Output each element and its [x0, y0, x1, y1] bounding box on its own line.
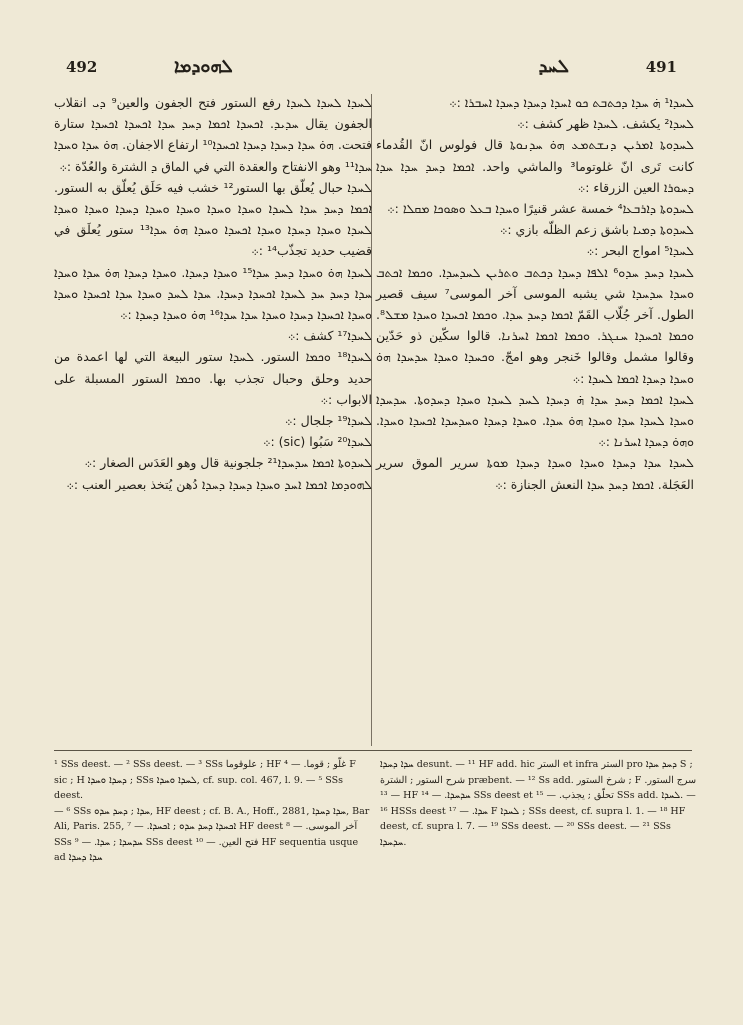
- entry: ܠܚܕܐ⁵ امواج البحر :܀: [586, 243, 694, 259]
- entry: ܠܚܕܐ¹⁷ كشف :܀: [287, 328, 372, 344]
- entry: ܠܗܘܕܡܐ ܐܟܡܐ ܐܚܕ ܘܚܕܐ ܕܚܕܐ ܕܚܕܐ دُهن يُتخذ بعصير العنب :܀: [66, 476, 372, 492]
- entry: ܠܚܕܐ ܐܟܡܐ ܕܚܕ ܚܕܐ ܗ̇ ܕܚܕܐ ܠܚܕ ܠܚܕܐ ܘܚܕܐ ܕܚܕܘܬܐ. ܚܕܚܕܐ ܘܚܕܐ ܠܚܕܐ ܚܕܐ ܘܚܕܐ ܗܘ̇ ܚܕܐ. ܘܚܕܐ ܕܚܕܐ ܘܚܕܚܕܐ ܐܟܚܕܐ ܘܚܕܐ. ܘܗܘ̇ ܕܚܕܐ ܐܚܪܢܐ :܀: [376, 391, 694, 450]
- entry: ܠܚܕܐ² يكشف. ܠܚܕܐ ظهر كشف :܀: [517, 116, 694, 132]
- entry: ܠܚܕܐ ܠܚܕܐ ܠܚܕܐ رفع الستور فتح الجفون والعين⁹ ܕܝ انقلاب الجفون يقال ܚܕܝܕ. ܐܟܚܕܐ ܐܟܡܐ ܕܚܕ ܚܕܐ ܐܟܚܕܐ ܐܟܚܕܐ ستارة فتحت. ܗܘ̇ ܚܕܐ ܕܚܕܐ ܕܚܕܐ ܐܟܚܕܐ¹⁰ ارتفاع الاجفان. ܗܘ̇ ܚܕܐ ܘܚܕܐ ܚܕܐ¹¹ وهو الانفتاح والعقدة التي في الماق ܕ الشترة والعُدّة :܀: [54, 95, 372, 174]
- entry: ܠܚܕܐ حبال يُعلّق بها الستور¹² خشب فيه حَلَق يُعلّق به الستور. ܐܟܡܐ ܕܚܕ ܚܕܐ ܠܚܕܐ ܘܚܕܐ ܘܚܕܐ ܘܚܕܐ ܘܚܕܐ ܕܚܕܐ ܘܚܕܐ ܘܚܕܐ ܠܚܕܐ ܘܚܕܐ ܕܚܕܐ ܘܚܕܐ ܐܟܚܕܐ ܘܚܕܐ ܗܘ̇ ܚܕܐ¹³ ستور يُعلَق في قضيب حديد تجذّب¹⁴ :܀: [54, 179, 372, 259]
- footnotes-left: [54, 757, 372, 867]
- entry: ܠܚܕܐ¹ ܗ̇ ܚܕܐ ܕܟܬܒܬ ܟܘ ܐܚܕܐ ܕܚܕܐ ܕܚܕܐ ܐܚܒܪܐ :܀: [449, 95, 694, 110]
- left-page-number: 492: [66, 58, 98, 76]
- right-running-head: ܠܚܕ: [538, 56, 569, 77]
- footnote-rule: [54, 750, 692, 751]
- footnotes-right: [380, 757, 698, 867]
- entry: ܠܚܕܐ¹⁸ ܘܟܡܐ الستور. ܠܚܕܐ ستور البيعة التي لها اعمدة من حديد وحلق وحبال تجذب بها. ܘܟܡܐ الستور المسبلة على الابواب :܀: [54, 349, 372, 407]
- entry: ܠܚܕܐ ܕܚܕ ܚܕܘ⁶ ܐܠܦܐ ܕܚܕܐ ܕܟܬܒ ܘܬܪܝܢ ܠܚܕܚܕܐ. ܘܟܡܐ ܐܟܬܒ ܘܚܕܐ ܚܕܚܕܐ شي يشبه الموسى آخر الموسى⁷ سيف قصير الطول. آخر جُلّاب القَمّ ܐܟܡܐ ܕܚܕ ܚܕܐ. ܘܟܡܐ ܐܟܚܕܐ ܘܚܕܐ ܡܫܠ⁸. ܘܟܡܐ ܐܟܚܕܐ ܚܢܓܪ. ܘܟܡܐ ܐܟܡܐ ܐܚܪܢܐ. قالوا سكّين ذو حَدّين وقالوا مشمل وقالوا خَنجر وهو امجّ. ܘܟܚܕܐ ܘܚܕܐ ܚܕܚܕܐ ܗܘ̇ ܘܚܕܐ ܕܚܕܐ ܐܟܡܐ ܠܚܕܐ :܀: [376, 264, 694, 386]
- left-column: [54, 92, 372, 742]
- footnote: — ⁶ SSs ܚܕܐ ; ܕܚܕ ܚܕܘ, HF deest ; cf. B. A., Hoff., 2881, ܚܕܐ ܕܚܕܐ, Bar Ali, Paris. 255, ܐܟܚܕܐ ܕܚܕ ܚܕܘ ; ܐܟܚܕܐ. — ⁷ HF deest آخر الموسى. — ⁸ SSs ܚܕܚܕܐ ; ܚܕܐ. — ⁹ SSs deest فتح العين. — ¹⁰ HF sequentia usque ad ܚܕܐ ܕܚܕܐ: [54, 805, 370, 863]
- footnote: ¹⁶ HSSs deest ܚܕܐ. — ¹⁷ F ܠܚܕܐ ; SSs deest, cf. supra l. 1. — ¹⁸ HF deest, cf. supra l. 7. — ¹⁹ SSs deest. — ²⁰ SSs deest. — ²¹ SSs ܚܕܚܕܐ.: [380, 805, 686, 848]
- right-page-number: 491: [645, 58, 677, 76]
- left-running-head: ܠܗܘܕܡܐ: [174, 56, 233, 77]
- footnote: ¹ SSs deest. — ² SSs deest. — ³ SSs علوقوما ; HF غلّو ; قوما. — ⁴ F sic ; H ܕܚܕܐ ܘܚܕܐ ; SSs ܠܚܕܐ ܘܚܕܐ, cf. sup. col. 467, l. 9. — ⁵ SSs deest.: [54, 759, 356, 801]
- entry: ܠܚܕܘܬܐ ܐܟܡܐ ܚܕܚܕܐ²¹ جلجونية قال وهو العَدَس الصغار :܀: [84, 455, 372, 471]
- right-column: [376, 92, 694, 742]
- entry: ܠܚܕܐ ܗܘ̇ ܘܚܕܐ ܕܚܕ ܚܕܐ¹⁵ ܘܚܕܐ ܕܚܕܐ. ܘܚܕܐ ܕܚܕܐ ܗܘ̇ ܚܕܐ ܘܚܕܐ ܚܕܐ ܕܚܕ ܚܕ ܠܚܕܐ ܐܟܚܕܐ ܕܚܕܐ. ܚܕܐ ܠܚܕ ܘܚܕܐ ܚܕܐ ܐܟܚܕܐ ܘܚܕܐ ܘܚܕܐ ܐܟܚܕܐ ܕܚܕܐ ܘܚܕܐ ܚܕܐ ܚܕܐ¹⁶ ܗܘ̇ ܘܚܕܐ ܕܚܕܐ :܀: [54, 264, 372, 323]
- entry: ܠܚܕܘܬܐ ܐܡܪܝܢ ܕܢܫܬܡܥ ܗܘ̇ ܚܕܢܘܬܐ قال فولوس انّ القُدماء كانت تَرى انّ غلوتوما³ والماشي واحد. ܐܟܡܐ ܕܚܕ ܚܕܐ ܚܕܐ ܕܚܘܪܐ العين الزرقاء :܀: [376, 137, 694, 195]
- entry: ܠܚܕܘܬܐ ܕܡܝܐ باشق زعم الظلّه بازي :܀: [499, 222, 694, 238]
- footnote: ܚܕܐ ܕܚܕܐ desunt. — ¹¹ HF add. hic الستر et infra الستر pro ܕܚܕ ܚܕܐ S ; شرح الستور ; الشترة præbent. — ¹² Ss add. شرخ الستور ; F سرج الستور. — ¹³ HF ܚܕܚܕܐ. — ¹⁴ SSs deest et تحلّق ; يجذب. — ¹⁵ SSs add. ܠܚܕܐ. —: [380, 759, 697, 801]
- page-header: [64, 56, 679, 84]
- entry: ܠܚܕܐ²⁰ سَبُوا (sic) :܀: [262, 434, 372, 450]
- entry: ܠܚܕܐ¹⁹ جلجال :܀: [284, 413, 372, 429]
- entry: ܠܚܕܐ ܚܕܐ ܕܚܕܐ ܘܚܕܐ ܘܚܕܐ ܕܚܕܐ ܡܘܬܐ سرير الموق سرير العَجَلة. ܐܟܡܐ ܕܚܕ ܚܕܐ النعش الجنازة :܀: [376, 455, 694, 492]
- entry: ܠܚܕܘܬܐ ܕܐܪܒܥܐ⁴ خمسة عشر قنيرًا ܘܚܕܐ ܒܥܠ ܘܣܘܟܐ ܡܩܠܐ :܀: [387, 201, 694, 217]
